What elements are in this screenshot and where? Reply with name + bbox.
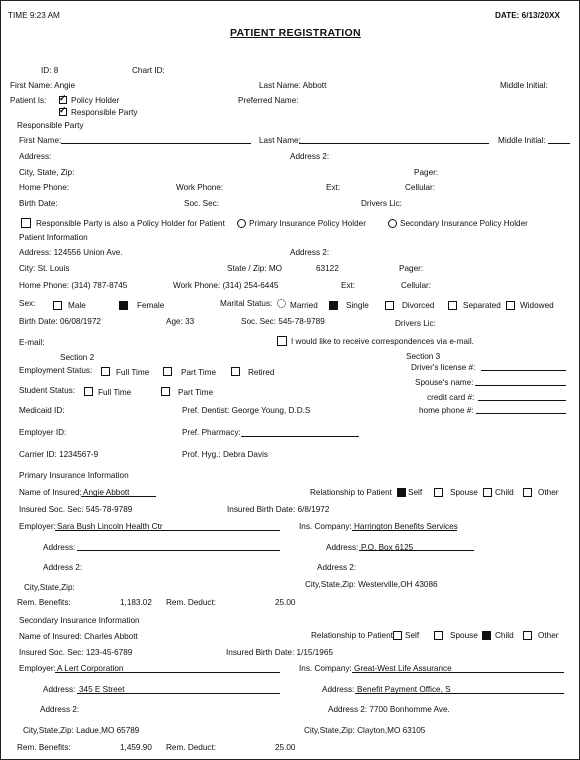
secondary-rel-child-label: Child [495, 631, 514, 640]
employment-parttime-label: Part Time [181, 368, 217, 377]
primary-company-field[interactable] [352, 530, 457, 531]
primary-ins-address-label: Address: [326, 543, 359, 552]
primary-relationship-label: Relationship to Patient [310, 488, 392, 497]
pi-drivers-lic-label: Drivers Lic: [395, 319, 436, 328]
student-parttime-checkbox[interactable] [161, 387, 170, 396]
preferred-name-label: Preferred Name: [238, 96, 299, 105]
secondary-rel-spouse-checkbox[interactable] [434, 631, 443, 640]
secondary-soc-sec: Insured Soc. Sec: 123-45-6789 [19, 648, 133, 657]
rp-drivers-lic-label: Drivers Lic: [361, 199, 402, 208]
sex-female-label: Female [137, 301, 165, 310]
rp-first-name-label: First Name: [19, 136, 62, 145]
rp-ext-label: Ext: [326, 183, 341, 192]
spouse-name-label: Spouse's name: [415, 378, 474, 387]
pi-zip: 63122 [316, 264, 339, 273]
email-optin-checkbox[interactable] [277, 336, 287, 346]
employment-status-label: Employment Status: [19, 366, 93, 375]
primary-address-label: Address: [43, 543, 76, 552]
marital-single-label: Single [346, 301, 369, 310]
student-fulltime-checkbox[interactable] [84, 387, 93, 396]
responsible-party-label: Responsible Party [71, 108, 138, 117]
secondary-employer-field[interactable] [55, 672, 280, 673]
primary-holder-radio[interactable] [237, 219, 246, 228]
drivers-license-field[interactable] [481, 370, 566, 371]
secondary-rem-benefits: 1,459.90 [120, 743, 152, 752]
rp-soc-sec-label: Soc. Sec: [184, 199, 220, 208]
page-title: PATIENT REGISTRATION [230, 27, 361, 39]
rp-address2-label: Address 2: [290, 152, 330, 161]
secondary-rem-deduct-label: Rem. Deduct: [166, 743, 217, 752]
primary-insured-name: Angie Abbott [83, 488, 130, 497]
secondary-ins-address2: Address 2: 7700 Bonhomme Ave. [328, 705, 450, 714]
secondary-rel-self-label: Self [405, 631, 420, 640]
secondary-ins-city: City,State,Zip: Clayton,MO 63105 [304, 726, 426, 735]
primary-address-field[interactable] [77, 550, 280, 551]
also-policy-holder-label: Responsible Party is also a Policy Holder for Patient [36, 219, 225, 228]
rp-pager-label: Pager: [414, 168, 439, 177]
primary-company: Harrington Benefits Services [354, 522, 458, 531]
patient-info-heading: Patient Information [19, 233, 88, 242]
pi-pager-label: Pager: [399, 264, 424, 273]
secondary-address-label: Address: [43, 685, 76, 694]
secondary-employer-label: Employer: [19, 664, 56, 673]
email-optin-label: I would like to receive correspondences via e-mail. [291, 337, 474, 346]
primary-holder-label: Primary Insurance Policy Holder [249, 219, 366, 228]
chart-id-label: Chart ID: [132, 66, 165, 75]
secondary-ins-address-field[interactable] [355, 693, 564, 694]
marital-single-checkbox[interactable] [329, 301, 338, 310]
primary-insurance-heading: Primary Insurance Information [19, 471, 129, 480]
rp-middle-initial-label: Middle Initial: [498, 136, 546, 145]
secondary-rel-spouse-label: Spouse [450, 631, 478, 640]
spouse-name-field[interactable] [475, 385, 566, 386]
marital-married-label: Married [290, 301, 318, 310]
policy-holder-label: Policy Holder [71, 96, 120, 105]
pref-hygienist: Prof. Hyg.: Debra Davis [182, 450, 268, 459]
employment-retired-checkbox[interactable] [231, 367, 240, 376]
secondary-address: 345 E Street [79, 685, 125, 694]
secondary-rel-self-checkbox[interactable] [393, 631, 402, 640]
primary-name-underline [81, 496, 156, 497]
primary-ins-address-field[interactable] [359, 550, 474, 551]
pi-age: Age: 33 [166, 317, 195, 326]
primary-company-label: Ins. Company: [299, 522, 352, 531]
sex-label: Sex: [19, 299, 36, 308]
employment-fulltime-checkbox[interactable] [101, 367, 110, 376]
secondary-company-label: Ins. Company: [299, 664, 352, 673]
secondary-ins-address-label: Address: [322, 685, 355, 694]
pi-work-phone: Work Phone: (314) 254-6445 [173, 281, 279, 290]
s3-home-phone-label: home phone #: [419, 406, 474, 415]
policy-holder-checkbox[interactable] [59, 96, 67, 104]
primary-address2-label: Address 2: [43, 563, 83, 572]
drivers-license-label: Driver's license #: [411, 363, 476, 372]
primary-rem-benefits: 1,183.02 [120, 598, 152, 607]
primary-birth-date: Insured Birth Date: 6/8/1972 [227, 505, 330, 514]
primary-rem-deduct-label: Rem. Deduct: [166, 598, 217, 607]
section2-heading: Section 2 [60, 353, 95, 362]
first-name: First Name: Angie [10, 81, 76, 90]
rp-home-phone-label: Home Phone: [19, 183, 70, 192]
secondary-rel-child-checkbox[interactable] [482, 631, 491, 640]
carrier-id: Carrier ID: 1234567-9 [19, 450, 99, 459]
primary-rel-child-label: Child [495, 488, 514, 497]
pi-address2-label: Address 2: [290, 248, 330, 257]
student-fulltime-label: Full Time [98, 388, 132, 397]
primary-rel-spouse-label: Spouse [450, 488, 478, 497]
primary-rel-child-checkbox[interactable] [483, 488, 492, 497]
marital-divorced-label: Divorced [402, 301, 435, 310]
secondary-holder-radio[interactable] [388, 219, 397, 228]
secondary-insured-name: Name of Insured: Charles Abbott [19, 632, 138, 641]
pi-soc-sec: Soc. Sec: 545-78-9789 [241, 317, 325, 326]
rp-city-label: City, State, Zip: [19, 168, 75, 177]
secondary-rem-benefits-label: Rem. Benefits: [17, 743, 71, 752]
secondary-holder-label: Secondary Insurance Policy Holder [400, 219, 528, 228]
credit-card-label: credit card #: [427, 393, 475, 402]
last-name: Last Name: Abbott [259, 81, 327, 90]
pi-birth-date: Birth Date: 06/08/1972 [19, 317, 101, 326]
secondary-company: Great-West Life Assurance [354, 664, 452, 673]
pref-dentist: Pref. Dentist: George Young, D.D.S [182, 406, 311, 415]
pref-pharmacy-label: Pref. Pharmacy: [182, 428, 241, 437]
rp-address-label: Address: [19, 152, 52, 161]
patient-is-label: Patient Is: [10, 96, 47, 105]
secondary-ins-address: Benefit Payment Office, S [357, 685, 451, 694]
primary-rel-self-label: Self [408, 488, 423, 497]
section3-heading: Section 3 [406, 352, 441, 361]
medicaid-id-label: Medicaid ID: [19, 406, 65, 415]
primary-employer: Sara Bush Lincoln Health Ctr [57, 522, 163, 531]
student-status-label: Student Status: [19, 386, 75, 395]
also-policy-holder-checkbox[interactable] [21, 218, 31, 228]
rp-cellular-label: Cellular: [405, 183, 436, 192]
sex-male-label: Male [68, 301, 86, 310]
employer-id-label: Employer ID: [19, 428, 67, 437]
primary-ins-address2-label: Address 2: [317, 563, 357, 572]
primary-ins-city: City,State,Zip: Westerville,OH 43086 [305, 580, 438, 589]
rp-birth-date-label: Birth Date: [19, 199, 58, 208]
patient-id: ID: 8 [41, 66, 59, 75]
marital-separated-label: Separated [463, 301, 501, 310]
pi-home-phone: Home Phone: (314) 787-8745 [19, 281, 128, 290]
s3-home-phone-field[interactable] [476, 413, 566, 414]
pi-state: State / Zip: MO [227, 264, 283, 273]
marital-widowed-label: Widowed [520, 301, 554, 310]
secondary-relationship-label: Relationship to Patient [311, 631, 393, 640]
secondary-birth-date: Insured Birth Date: 1/15/1965 [226, 648, 333, 657]
primary-rel-other-label: Other [538, 488, 559, 497]
primary-rel-spouse-checkbox[interactable] [434, 488, 443, 497]
credit-card-field[interactable] [478, 400, 566, 401]
secondary-address2-label: Address 2: [40, 705, 80, 714]
primary-rem-deduct: 25.00 [275, 598, 296, 607]
pi-cellular-label: Cellular: [401, 281, 432, 290]
student-parttime-label: Part Time [178, 388, 214, 397]
rp-last-name-label: Last Name: [259, 136, 301, 145]
marital-married-radio[interactable] [277, 299, 286, 308]
pi-city: City: St. Louis [19, 264, 70, 273]
secondary-insurance-heading: Secondary Insurance Information [19, 616, 140, 625]
secondary-employer: A Lert Corporation [57, 664, 124, 673]
time-stamp: TIME 9:23 AM [8, 11, 60, 20]
secondary-address-field[interactable] [77, 693, 280, 694]
form-date: DATE: 6/13/20XX [495, 11, 560, 20]
marital-divorced-checkbox[interactable] [385, 301, 394, 310]
secondary-rel-other-label: Other [538, 631, 559, 640]
primary-name-label: Name of Insured: [19, 488, 82, 497]
marital-separated-checkbox[interactable] [448, 301, 457, 310]
responsible-party-heading: Responsible Party [17, 121, 84, 130]
marital-widowed-checkbox[interactable] [506, 301, 515, 310]
secondary-company-field[interactable] [352, 672, 564, 673]
primary-city-label: City,State,Zip: [24, 583, 75, 592]
pi-ext-label: Ext: [341, 281, 356, 290]
primary-rel-other-checkbox[interactable] [523, 488, 532, 497]
primary-employer-label: Employer: [19, 522, 56, 531]
primary-employer-field[interactable] [55, 530, 280, 531]
employment-retired-label: Retired [248, 368, 275, 377]
rp-middle-initial-field[interactable] [548, 143, 570, 144]
primary-soc-sec: Insured Soc. Sec: 545-78-9789 [19, 505, 133, 514]
middle-initial-label: Middle Initial: [500, 81, 548, 90]
rp-work-phone-label: Work Phone: [176, 183, 224, 192]
rp-last-name-field[interactable] [299, 143, 489, 144]
primary-ins-address: P.O. Box 6125 [361, 543, 414, 552]
primary-rem-benefits-label: Rem. Benefits: [17, 598, 71, 607]
sex-female-checkbox[interactable] [119, 301, 128, 310]
sex-male-checkbox[interactable] [53, 301, 62, 310]
secondary-city: City,State,Zip: Ladue,MO 65789 [23, 726, 140, 735]
secondary-rel-other-checkbox[interactable] [523, 631, 532, 640]
responsible-party-checkbox[interactable] [59, 108, 67, 116]
primary-rel-self-checkbox[interactable] [397, 488, 406, 497]
rp-first-name-field[interactable] [61, 143, 251, 144]
secondary-rem-deduct: 25.00 [275, 743, 296, 752]
employment-fulltime-label: Full Time [116, 368, 150, 377]
pi-address: Address: 124556 Union Ave. [19, 248, 123, 257]
pref-pharmacy-field[interactable] [241, 436, 359, 437]
marital-status-label: Marital Status: [220, 299, 273, 308]
employment-parttime-checkbox[interactable] [163, 367, 172, 376]
email-label: E-mail: [19, 338, 45, 347]
